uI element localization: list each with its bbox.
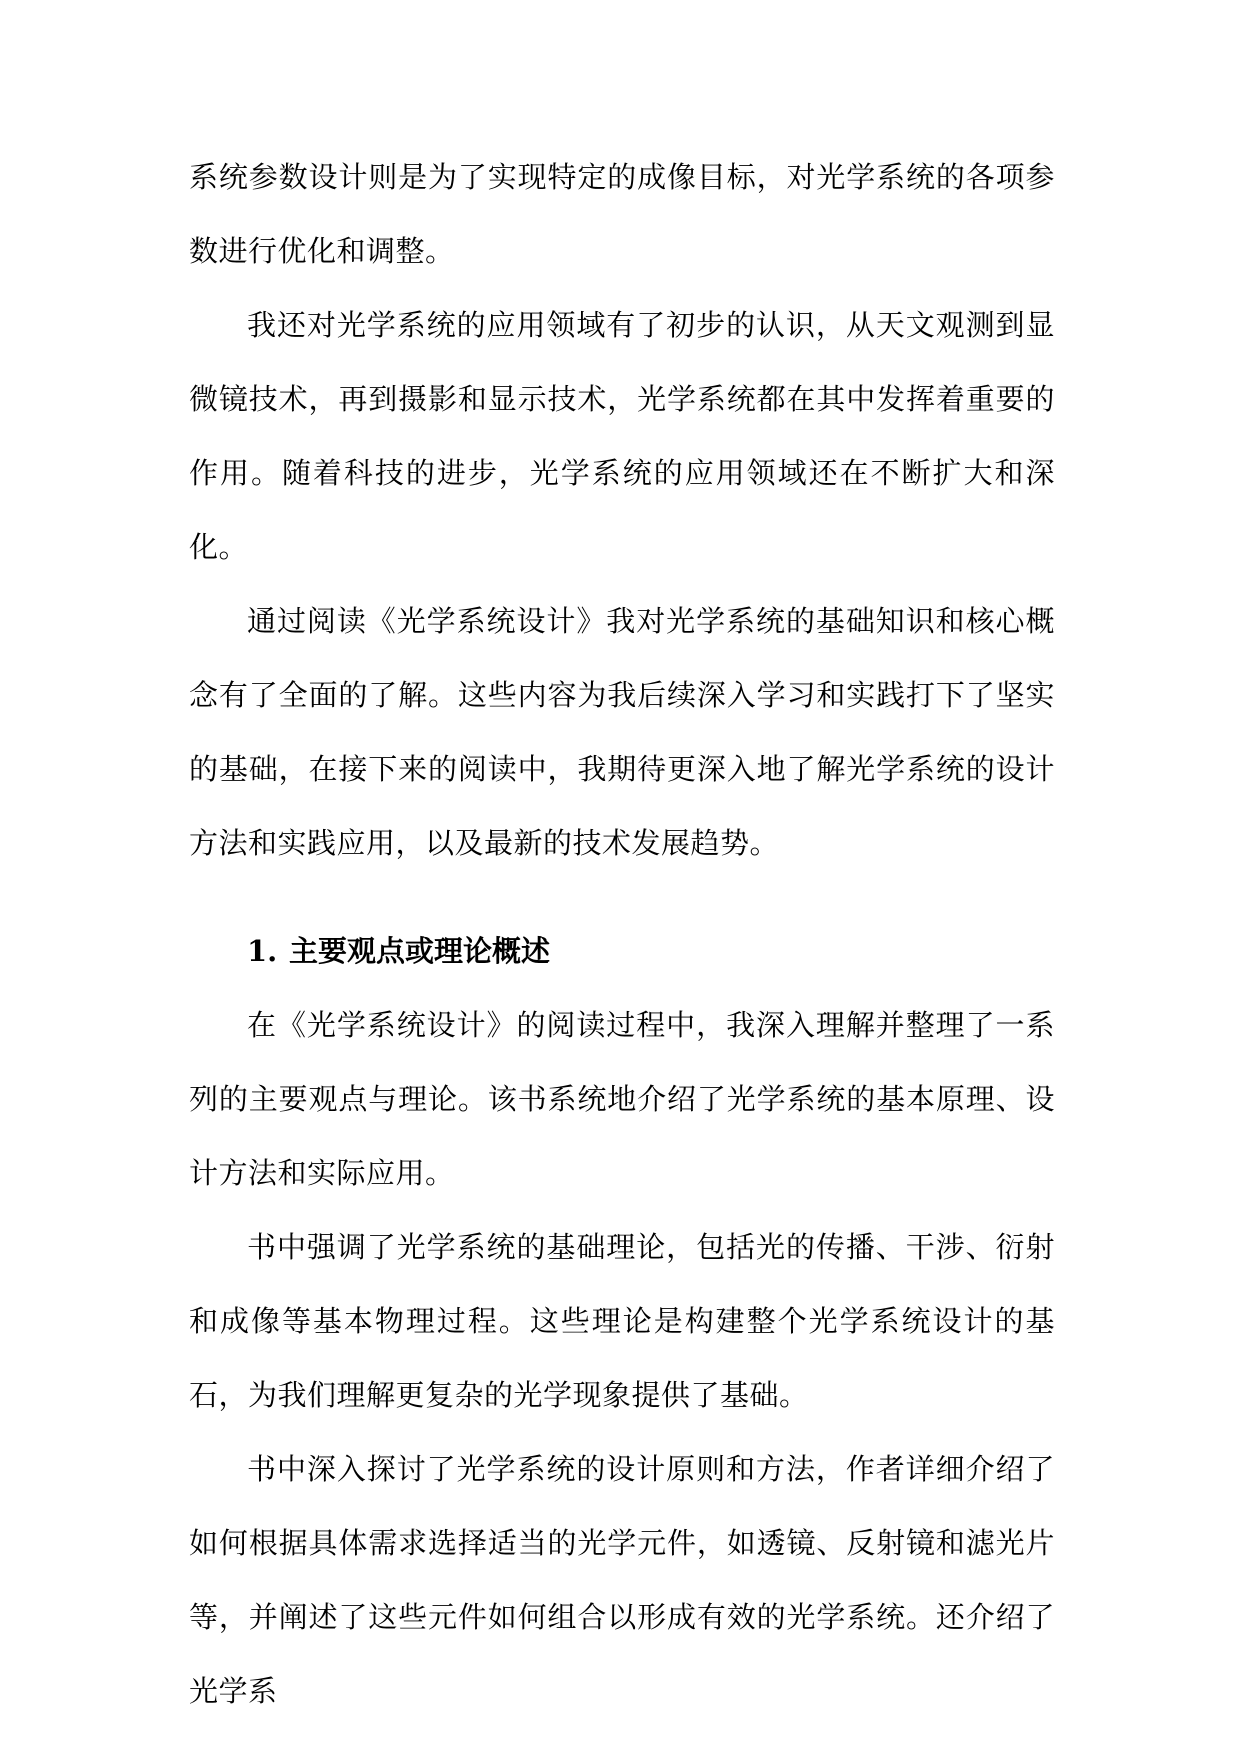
document-body bbox=[189, 140, 1055, 1728]
paragraph-overview: 在《光学系统设计》的阅读过程中，我深入理解并整理了一系列的主要观点与理论。该书系统地介绍了光学系统的基本原理、设计方法和实际应用。 bbox=[189, 1008, 1055, 1190]
section-title: 主要观点或理论概述 bbox=[289, 934, 551, 968]
paragraph-applications: 我还对光学系统的应用领域有了初步的认识，从天文观测到显微镜技术，再到摄影和显示技术，光学系统都在其中发挥着重要的作用。随着科技的进步，光学系统的应用领域还在不断扩大和深化。 bbox=[189, 308, 1055, 564]
section-heading bbox=[189, 914, 1055, 988]
paragraph-basic-theory: 书中强调了光学系统的基础理论，包括光的传播、干涉、衍射和成像等基本物理过程。这些理论是构建整个光学系统设计的基石，为我们理解更复杂的光学现象提供了基础。 bbox=[189, 1230, 1055, 1412]
paragraph-summary: 通过阅读《光学系统设计》我对光学系统的基础知识和核心概念有了全面的了解。这些内容为我后续深入学习和实践打下了坚实的基础，在接下来的阅读中，我期待更深入地了解光学系统的设计方法和实践应用，以及最新的技术发展趋势。 bbox=[189, 604, 1055, 860]
section-number: 1. bbox=[247, 934, 278, 968]
paragraph-design-principles: 书中深入探讨了光学系统的设计原则和方法，作者详细介绍了如何根据具体需求选择适当的光学元件，如透镜、反射镜和滤光片等，并阐述了这些元件如何组合以形成有效的光学系统。还介绍了光学系 bbox=[189, 1452, 1055, 1708]
paragraph-continuation: 系统参数设计则是为了实现特定的成像目标，对光学系统的各项参数进行优化和调整。 bbox=[189, 160, 1055, 268]
